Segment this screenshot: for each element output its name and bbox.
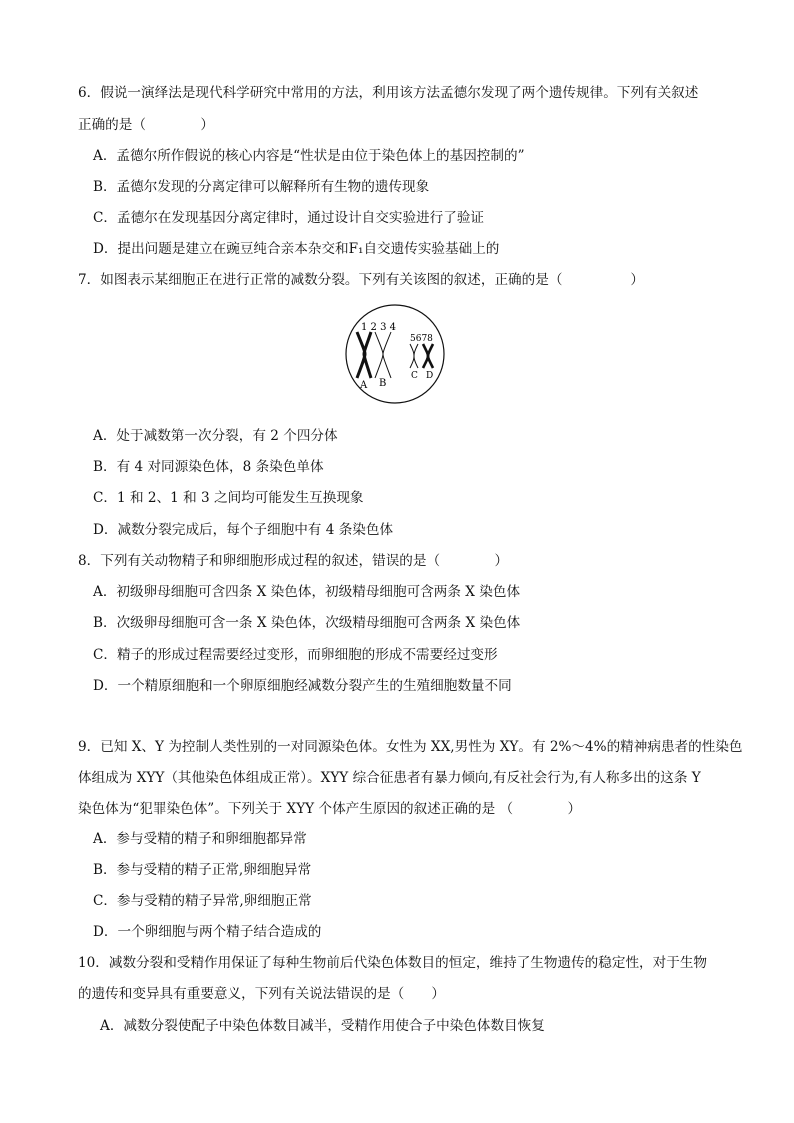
q9-option-c: C．参与受精的精子异常,卵细胞正常 [93,893,312,909]
q9-option-d: D．一个卵细胞与两个精子结合造成的 [93,924,322,940]
q8-stem: 8．下列有关动物精子和卵细胞形成过程的叙述，错误的是（ ） [78,553,509,569]
q8-option-d: D．一个精原细胞和一个卵原细胞经减数分裂产生的生殖细胞数量不同 [93,678,512,694]
q9-option-a: A．参与受精的精子和卵细胞都异常 [93,831,307,847]
q10-stem-line-1: 10．减数分裂和受精作用保证了每种生物前后代染色体数目的恒定，维持了生物遗传的稳定性，对于生物 [78,955,708,971]
figure-label-c: C [411,371,418,381]
chromosome-b [375,332,391,378]
q7-option-a: A．处于减数第一次分裂，有 2 个四分体 [93,428,338,444]
q6-option-a: A．孟德尔所作假说的核心内容是“性状是由位于染色体上的基因控制的” [93,148,525,164]
q10-option-a: A．减数分裂使配子中染色体数目减半，受精作用使合子中染色体数目恢复 [100,1018,545,1034]
q8-option-c: C．精子的形成过程需要经过变形，而卵细胞的形成不需要经过变形 [93,647,498,663]
q7-option-c: C．1 和 2、1 和 3 之间均可能发生互换现象 [93,490,364,506]
q10-stem-line-2: 的遗传和变异具有重要意义，下列有关说法错误的是（ ） [78,986,446,1002]
q9-stem-line-2: 体组成为 XYY（其他染色体组成正常）。XYY 综合征患者有暴力倾向,有反社会行为,有人称多出的这条 Y [78,770,701,786]
q7-option-d: D．减数分裂完成后，每个子细胞中有 4 条染色体 [93,522,394,538]
chromosome-a [357,332,371,378]
q8-option-b: B．次级卵母细胞可含一条 X 染色体，次级精母细胞可含两条 X 染色体 [93,615,521,631]
q6-option-d: D．提出问题是建立在豌豆纯合亲本杂交和F₁自交遗传实验基础上的 [93,241,500,257]
q6-stem-line-2: 正确的是（ ） [78,117,214,133]
figure-left-numbers: 1 2 3 4 [361,322,396,333]
q9-stem-line-3: 染色体为“犯罪染色体”。下列关于 XYY 个体产生原因的叙述正确的是 （ ） [78,801,582,817]
q9-option-b: B．参与受精的精子正常,卵细胞异常 [93,862,312,878]
q6-option-c: C．孟德尔在发现基因分离定律时，通过设计自交实验进行了验证 [93,210,485,226]
chromosome-c [410,344,418,368]
figure-label-d: D [426,371,434,381]
q6-stem-line-1: 6．假说一演绎法是现代科学研究中常用的方法，利用该方法孟德尔发现了两个遗传规律。下列有关叙述 [78,85,699,101]
figure-label-b: B [379,378,387,389]
figure-right-numbers: 5678 [410,334,433,344]
cell-division-figure [343,302,447,406]
q9-stem-line-1: 9．已知 X、Y 为控制人类性别的一对同源染色体。女性为 XX,男性为 XY。有 2%～4%的精神病患者的性染色 [78,739,743,755]
q6-option-b: B．孟德尔发现的分离定律可以解释所有生物的遗传现象 [93,179,430,195]
chromosome-d [423,344,433,368]
q7-option-b: B．有 4 对同源染色体，8 条染色单体 [93,459,324,475]
q7-stem: 7．如图表示某细胞正在进行正常的减数分裂。下列有关该图的叙述，正确的是（ ） [78,272,644,288]
q8-option-a: A．初级卵母细胞可含四条 X 染色体，初级精母细胞可含两条 X 染色体 [93,584,521,600]
figure-label-a: A [360,380,368,391]
